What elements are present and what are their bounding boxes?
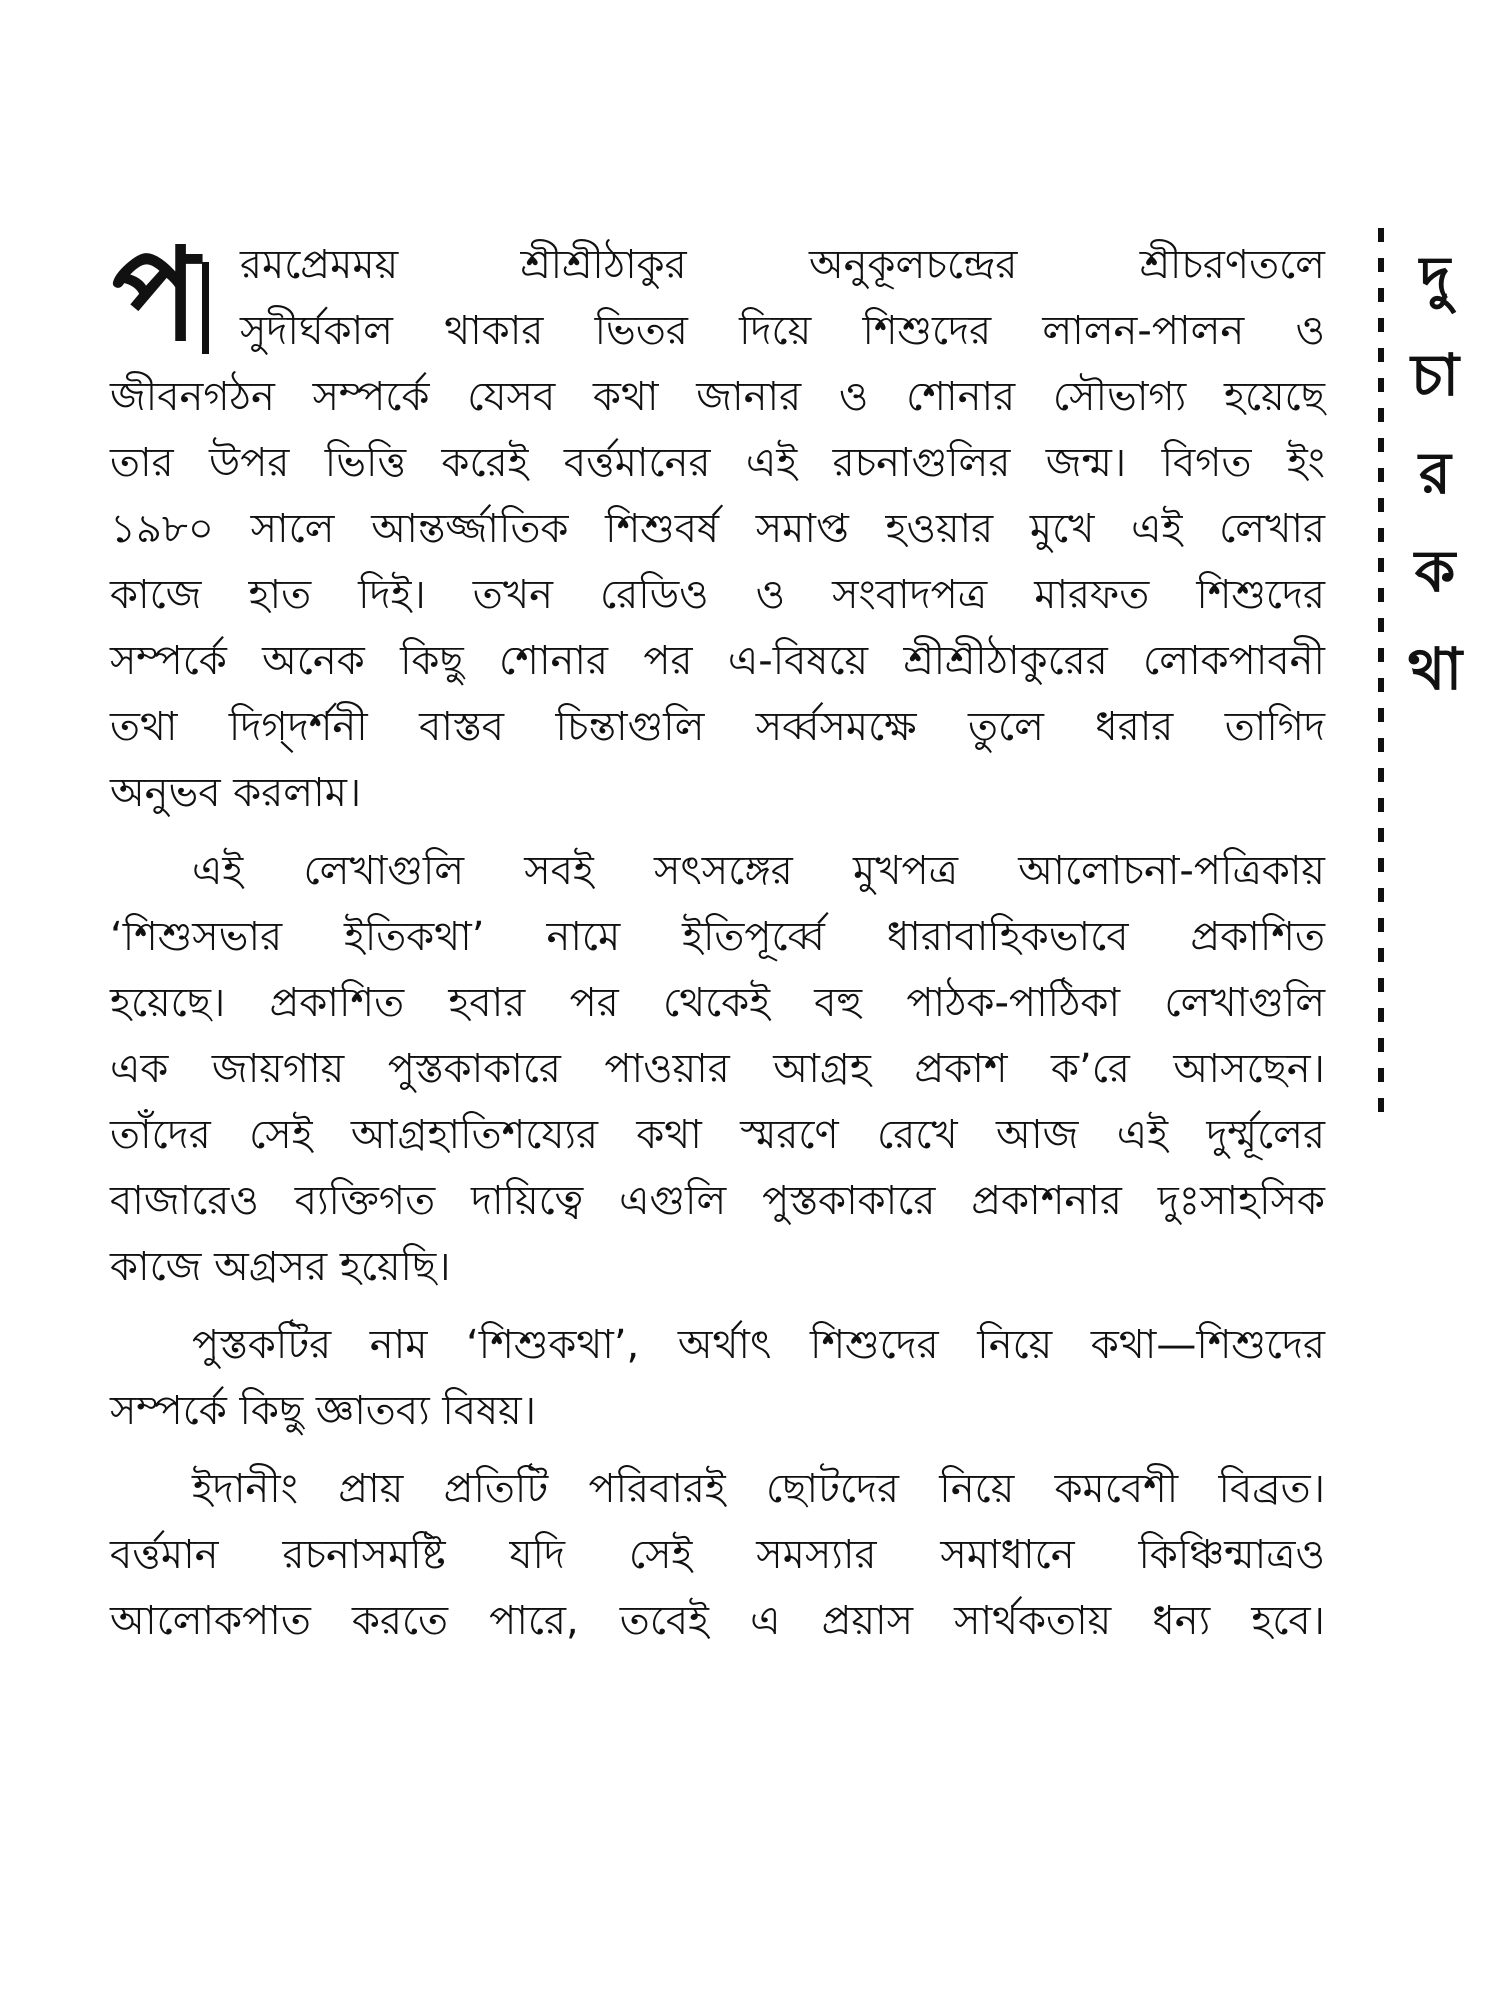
text-line: সম্পর্কে কিছু জ্ঞাতব্য বিষয়। xyxy=(110,1388,537,1434)
text-line: তার উপর ভিত্তি করেই বর্ত্তমানের এই রচনাগুলির জন্ম। বিগত ইং xyxy=(110,440,1325,486)
text-line: তথা দিগ্‌দর্শনী বাস্তব চিন্তাগুলি সর্ব্বসমক্ষে তুলে ধরার তাগিদ xyxy=(110,704,1325,750)
paragraph-4 xyxy=(110,1456,1325,1654)
text-line: বাজারেও ব্যক্তিগত দায়িত্বে এগুলি পুস্তকাকারে প্রকাশনার দুঃসাহসিক xyxy=(110,1178,1325,1224)
text-line: রমপ্রেমময় শ্রীশ্রীঠাকুর অনুকূলচন্দ্রের শ্রীচরণতলে xyxy=(240,242,1325,288)
paragraph-2 xyxy=(110,838,1325,1300)
text-line: বর্ত্তমান রচনাসমষ্টি যদি সেই সমস্যার সমাধানে কিঞ্চিন্মাত্রও xyxy=(110,1532,1325,1578)
side-title-char: দু xyxy=(1419,243,1451,311)
text-line: আলোকপাত করতে পারে, তবেই এ প্রয়াস সার্থকতায় ধন্য হবে। xyxy=(110,1598,1325,1644)
text-line: জীবনগঠন সম্পর্কে যেসব কথা জানার ও শোনার সৌভাগ্য হয়েছে xyxy=(110,374,1325,420)
side-title xyxy=(1400,228,1470,718)
text-line: কাজে হাত দিই। তখন রেডিও ও সংবাদপত্র মারফত শিশুদের xyxy=(110,572,1325,618)
side-title-char: র xyxy=(1419,439,1451,507)
drop-cap-letter: প xyxy=(112,221,199,370)
paragraph-3 xyxy=(110,1312,1325,1444)
text-line: এক জায়গায় পুস্তকাকারে পাওয়ার আগ্রহ প্রকাশ ক’রে আসছেন। xyxy=(110,1046,1325,1092)
text-line: এই লেখাগুলি সবই সৎসঙ্গের মুখপত্র আলোচনা-পত্রিকায় xyxy=(192,848,1325,894)
text-line: ‘শিশুসভার ইতিকথা’ নামে ইতিপূর্ব্বে ধারাবাহিকভাবে প্রকাশিত xyxy=(110,914,1325,960)
text-line: পুস্তকটির নাম ‘শিশুকথা’, অর্থাৎ শিশুদের নিয়ে কথা—শিশুদের xyxy=(192,1322,1325,1368)
text-line: ইদানীং প্রায় প্রতিটি পরিবারই ছোটদের নিয়ে কমবেশী বিব্রত। xyxy=(192,1466,1325,1512)
side-title-char: চা xyxy=(1410,341,1460,409)
vertical-dashed-rule xyxy=(1378,228,1384,1116)
side-title-char: থা xyxy=(1407,635,1463,703)
text-line: সুদীর্ঘকাল থাকার ভিতর দিয়ে শিশুদের লালন-পালন ও xyxy=(240,308,1325,354)
text-line: ১৯৮০ সালে আন্তর্জ্জাতিক শিশুবর্ষ সমাপ্ত হওয়ার মুখে এই লেখার xyxy=(110,506,1325,552)
drop-cap xyxy=(110,221,240,370)
drop-cap-stroke xyxy=(202,262,209,354)
text-line: কাজে অগ্রসর হয়েছি। xyxy=(110,1244,451,1290)
text-line: হয়েছে। প্রকাশিত হবার পর থেকেই বহু পাঠক-পাঠিকা লেখাগুলি xyxy=(110,980,1325,1026)
text-line: তাঁদের সেই আগ্রহাতিশয্যের কথা স্মরণে রেখে আজ এই দুর্ম্মূলের xyxy=(110,1112,1325,1158)
side-title-char: ক xyxy=(1414,537,1456,605)
text-line: অনুভব করলাম। xyxy=(110,770,362,816)
paragraph-1 xyxy=(110,221,1325,826)
preface-text xyxy=(110,221,1325,1666)
text-line: সম্পর্কে অনেক কিছু শোনার পর এ-বিষয়ে শ্রীশ্রীঠাকুরের লোকপাবনী xyxy=(110,638,1325,684)
